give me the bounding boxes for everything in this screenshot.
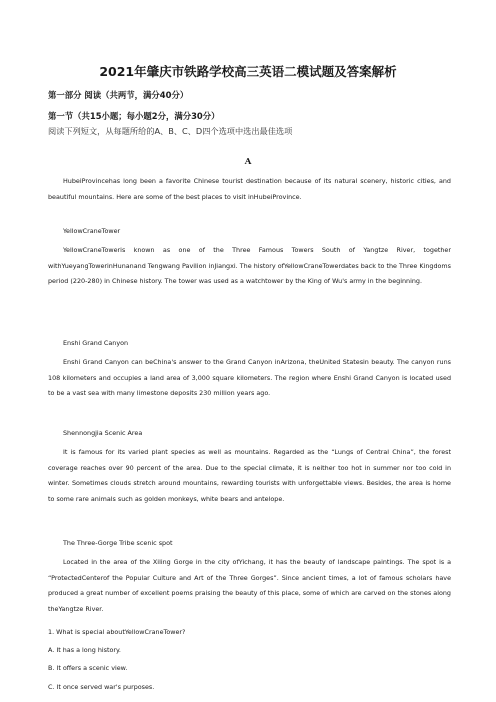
page-title: 2021年肇庆市铁路学校高三英语二模试题及答案解析 [99,64,397,79]
section-heading-shennongjia: Shennongjia Scenic Area [63,429,143,437]
section-heading-three-gorge-tribe: The Three-Gorge Tribe scenic spot [63,539,173,547]
passage-letter: A [244,157,252,167]
section-heading-yellow-crane-tower: YellowCraneTower [63,227,121,235]
intro-paragraph: HubeiProvincehas long been a favorite Chinese tourist destination because of its natural scenery, historic cities, and beautiful mountains. Here are some of the best places to visit inHubeiProvince. [48,177,451,201]
question-option-a: A. It has a long history. [48,646,121,654]
question-option-c: C. It once served war's purposes. [48,683,155,691]
part-heading: 第一部分 阅读（共两节，满分40分） [48,90,189,100]
section-heading-enshi-grand-canyon: Enshi Grand Canyon [63,339,129,347]
instructions: 阅读下列短文，从每题所给的A、B、C、D四个选项中选出最佳选项 [48,126,293,136]
paragraph-yellow-crane-tower: YellowCraneToweris known as one of the Three Famous Towers South of Yangtze River, together withYueyangTowerinHunanand Tengwang Pavilion inJiangxi. The history ofYellowCraneTowerdates back to the Three Kingdoms period (220-280) in Chinese history. The tower was used as a watchtower by the King of Wu's army in the beginning. [48,246,451,286]
section-heading: 第一节（共15小题；每小题2分，满分30分） [48,111,220,121]
question-stem: 1. What is special aboutYellowCraneTower? [48,628,186,636]
paragraph-shennongjia: It is famous for its varied plant species as well as mountains. Regarded as the “Lungs of Central China”, the forest coverage reaches over 90 percent of the area. Due to the special climate, it is neither too hot in summer nor too cold in winter. Sometimes clouds stretch around mountains, rewarding tourists with unforgettable views. Besides, the area is home to some rare animals such as golden monkeys, white bears and antelope. [48,448,451,504]
paragraph-enshi-grand-canyon: Enshi Grand Canyon can beChina's answer to the Grand Canyon inArizona, theUnited Statesin beauty. The canyon runs 108 kilometers and occupies a land area of 3,000 square kilometers. The region where Enshi Grand Canyon is located used to be a vast sea with many limestone deposits 230 million years ago. [48,358,451,398]
question-option-b: B. It offers a scenic view. [48,664,128,672]
paragraph-three-gorge-tribe: Located in the area of the Xiling Gorge in the city ofYichang, it has the beauty of landscape paintings. The spot is a “ProtectedCenterof the Popular Culture and Art of the Three Gorges”. Since ancient times, a lot of famous scholars have produced a great number of excellent poems praising the beauty of this place, some of which are carved on the stones along theYangtze River. [48,558,451,614]
